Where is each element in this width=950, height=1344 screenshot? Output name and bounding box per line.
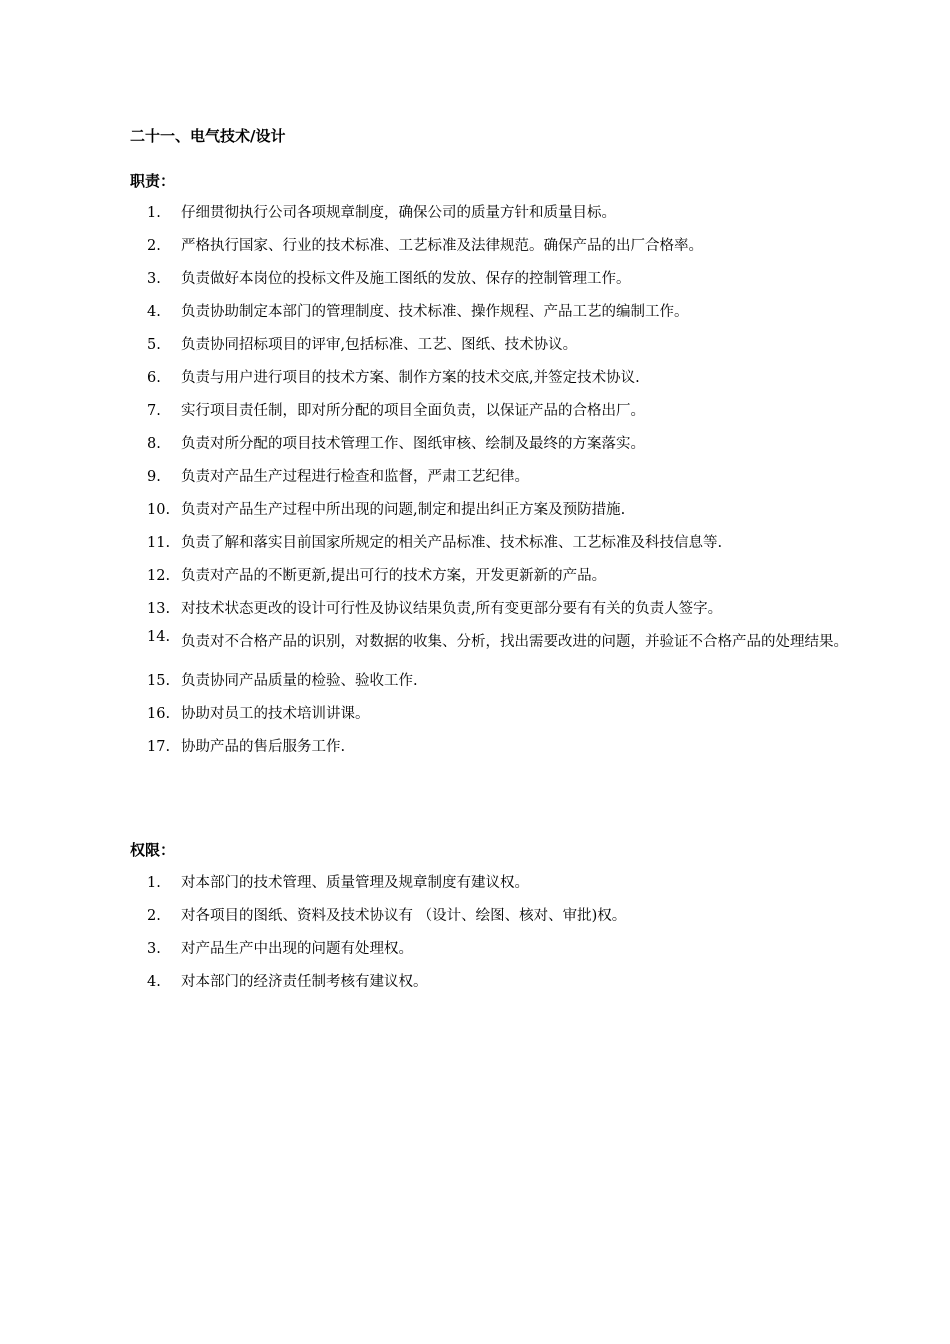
duty-item: [130, 334, 870, 356]
document-title: 二十一、电气技术/设计: [130, 127, 286, 145]
authority-item: [130, 872, 870, 894]
duty-item: [130, 565, 870, 587]
item-text: 负责对所分配的项目技术管理工作、图纸审核、绘制及最终的方案落实。: [181, 436, 645, 452]
item-text: 对技术状态更改的设计可行性及协议结果负责,所有变更部分要有有关的负责人签字。: [181, 601, 723, 617]
item-number: 2.: [147, 908, 161, 924]
duty-item: [130, 367, 870, 389]
item-number: 4.: [147, 974, 161, 990]
duty-item: [130, 301, 870, 323]
item-text: 实行项目责任制，即对所分配的项目全面负责，以保证产品的合格出厂。: [181, 403, 645, 419]
duty-item: [130, 466, 870, 488]
authority-item: [130, 905, 870, 927]
duty-item: [130, 703, 870, 725]
authority-item: [130, 971, 870, 993]
duty-item: [130, 598, 870, 620]
duties-list: [130, 202, 870, 769]
authority-list: [130, 872, 870, 1004]
item-text: 协助产品的售后服务工作.: [181, 739, 346, 755]
item-text: 协助对员工的技术培训讲课。: [181, 706, 370, 722]
item-number: 7.: [147, 403, 161, 419]
item-text: 负责做好本岗位的投标文件及施工图纸的发放、保存的控制管理工作。: [181, 271, 631, 287]
item-text: 负责对产品生产过程中所出现的问题,制定和提出纠正方案及预防措施.: [181, 502, 626, 518]
duty-item: [130, 736, 870, 758]
item-number: 15.: [147, 673, 171, 689]
item-text: 对本部门的经济责任制考核有建议权。: [181, 974, 428, 990]
item-number: 6.: [147, 370, 161, 386]
duty-item: [130, 670, 870, 692]
item-number: 2.: [147, 238, 161, 254]
item-number: 5.: [147, 337, 161, 353]
item-number: 14.: [147, 629, 171, 645]
item-text: 负责协助制定本部门的管理制度、技术标准、操作规程、产品工艺的编制工作。: [181, 304, 689, 320]
item-text: 对产品生产中出现的问题有处理权。: [181, 941, 413, 957]
item-text: 仔细贯彻执行公司各项规章制度，确保公司的质量方针和质量目标。: [181, 205, 616, 221]
item-number: 3.: [147, 941, 161, 957]
item-text: 严格执行国家、行业的技术标准、工艺标准及法律规范。确保产品的出厂合格率。: [181, 238, 703, 254]
item-number: 12.: [147, 568, 171, 584]
duties-heading: 职责：: [130, 172, 176, 190]
duty-item: [130, 400, 870, 422]
item-number: 8.: [147, 436, 161, 452]
duty-item: [130, 268, 870, 290]
duty-item: [130, 532, 870, 554]
item-number: 3.: [147, 271, 161, 287]
item-text: 对本部门的技术管理、质量管理及规章制度有建议权。: [181, 875, 529, 891]
item-number: 9.: [147, 469, 161, 485]
item-text: 负责对不合格产品的识别，对数据的收集、分析，找出需要改进的问题，并验证不合格产品的处理结果。: [181, 634, 848, 650]
authority-item: [130, 938, 870, 960]
duty-item: [130, 433, 870, 455]
item-number: 11.: [147, 535, 171, 551]
item-text: 负责对产品的不断更新,提出可行的技术方案，开发更新新的产品。: [181, 568, 607, 584]
item-number: 1.: [147, 875, 161, 891]
item-number: 17.: [147, 739, 171, 755]
duty-item: [130, 499, 870, 521]
item-text: 负责协同招标项目的评审,包括标准、工艺、图纸、技术协议。: [181, 337, 578, 353]
item-text: 负责协同产品质量的检验、验收工作.: [181, 673, 418, 689]
item-number: 10.: [147, 502, 171, 518]
item-text: 对各项目的图纸、资料及技术协议有 （设计、绘图、核对、审批)权。: [181, 908, 627, 924]
duty-item: [130, 626, 870, 659]
item-text: 负责与用户进行项目的技术方案、制作方案的技术交底,并签定技术协议.: [181, 370, 640, 386]
authority-heading: 权限：: [130, 841, 176, 859]
item-text: 负责对产品生产过程进行检查和监督，严肃工艺纪律。: [181, 469, 529, 485]
item-number: 1.: [147, 205, 161, 221]
item-text: 负责了解和落实目前国家所规定的相关产品标准、技术标准、工艺标准及科技信息等.: [181, 535, 723, 551]
duty-item: [130, 202, 870, 224]
item-number: 4.: [147, 304, 161, 320]
duty-item: [130, 235, 870, 257]
item-number: 16.: [147, 706, 171, 722]
item-number: 13.: [147, 601, 171, 617]
